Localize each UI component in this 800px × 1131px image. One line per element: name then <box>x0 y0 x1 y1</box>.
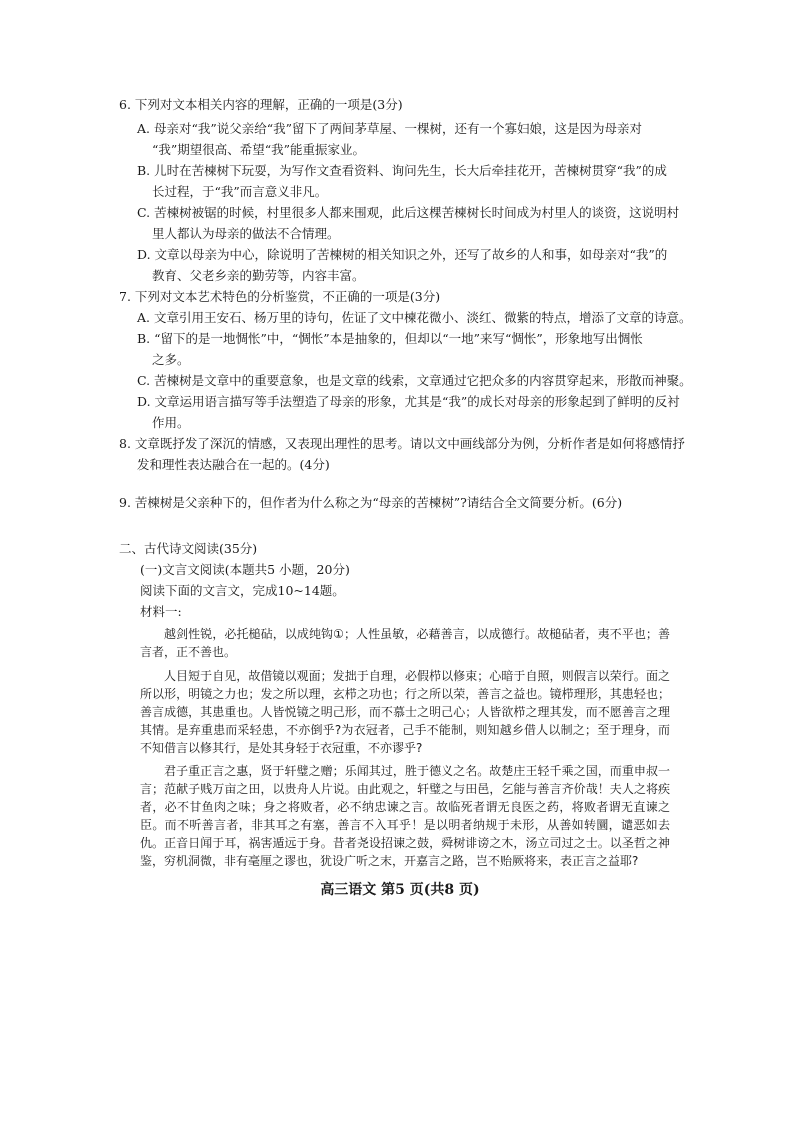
q6-stem: 6. 下列对文本相关内容的理解，正确的一项是(3分) <box>119 97 403 112</box>
material-label: 材料一: <box>140 604 182 619</box>
q7-option-d-line2: 作用。 <box>152 415 190 430</box>
q7-option-a-line1: A. 文章引用王安石、杨万里的诗句，佐证了文中楝花微小、淡红、微紫的特点，增添了文章的诗意。 <box>137 310 692 325</box>
q7-option-b-line2: 之多。 <box>152 352 190 367</box>
q6-option-a-line1: A. 母亲对“我”说父亲给“我”留下了两间茅草屋、一棵树，还有一个寡妇娘，这是因为母亲对 <box>137 121 643 136</box>
passage-paragraph-3: 君子重正言之惠，贤于轩璧之赠；乐闻其过，胜于德义之名。故楚庄王轻千乘之国，而重申叔一言；范献子贱万亩之田，以贵舟人片说。由此观之，轩璧之与田邑，乞能与善言齐价哉！夫人之将疾者，必不甘鱼肉之味；身之将败者，必不纳忠谏之言。故临死者谓无良医之药，将败者谓无直谏之臣。而不听善言者，非其耳之有塞，善言不入耳乎！是以明者纳规于未形，从善如转圜，谴恶如去仇。正音日闻于耳，祸害遁远于身。昔者尧设招谏之鼓，舜树诽谤之木，汤立司过之士。以圣哲之神鉴，穷机洞微，非有毫厘之谬也，犹设广听之末，开嘉言之路，岂不贻厥将来，表正言之益耶? <box>140 764 670 868</box>
passage-paragraph-1: 越剑性锐，必托槌砧，以成纯钩①；人性虽敏，必藉善言，以成德行。故槌砧者，夷不平也；善言者，正不善也。 <box>140 627 670 659</box>
q6-option-c-line1: C. 苦楝树被锯的时候，村里很多人都来围观，此后这棵苦楝树长时间成为村里人的谈资，这说明村 <box>137 205 680 220</box>
q6-option-b-line1: B. 儿时在苦楝树下玩耍，为写作文查看资料、询问先生，长大后牵挂花开，苦楝树贯穿“我”的成 <box>137 163 667 178</box>
q7-stem: 7. 下列对文本艺术特色的分析鉴赏，不正确的一项是(3分) <box>119 289 441 304</box>
q6-option-d-line2: 教育、父老乡亲的勤劳等，内容丰富。 <box>152 268 365 283</box>
q7-option-b-line1: B. “留下的是一地惆怅”中，“惆怅”本是抽象的，但却以“一地”来写“惆怅”，形象地写出惆怅 <box>137 331 643 346</box>
q8-line2: 发和理性表达融合在一起的。(4分) <box>137 457 330 472</box>
section-title: 二、古代诗文阅读(35分) <box>119 541 258 556</box>
q7-option-c-line1: C. 苦楝树是文章中的重要意象，也是文章的线索，文章通过它把众多的内容贯穿起来，形散而神聚。 <box>137 373 692 388</box>
passage-paragraph-2: 人目短于自见，故借镜以观面；发拙于自理，必假栉以修束；心暗于自照，则假言以荣行。面之所以形，明镜之力也；发之所以理，玄栉之功也；行之所以荣，善言之益也。镜栉理形，其患轻也；善言成德，其患重也。人皆悦镜之明己形，而不慕士之明己心；人皆欲栉之理其发，而不愿善言之理其情。是弃重患而采轻患，不亦倒乎?为衣冠者，己手不能制，则知越乡借人以制之；至于理身，而不知借言以修其行，是处其身轻于衣冠重，不亦谬乎? <box>140 669 670 755</box>
q6-option-a-line2: “我”期望很高、希望“我”能重振家业。 <box>152 142 366 157</box>
q9-stem: 9. 苦楝树是父亲种下的，但作者为什么称之为“母亲的苦楝树”?请结合全文简要分析。(6分) <box>119 495 623 510</box>
subsection-title: (一)文言文阅读(本题共5 小题，20分) <box>140 562 350 577</box>
q6-option-d-line1: D. 文章以母亲为中心，除说明了苦楝树的相关知识之外，还写了故乡的人和事，如母亲对“我”的 <box>137 247 668 262</box>
page-footer: 高三语文 第5 页(共8 页) <box>320 882 480 898</box>
q8-line1: 8. 文章既抒发了深沉的情感，又表现出理性的思考。请以文中画线部分为例，分析作者是如何将感情抒 <box>119 436 685 451</box>
q7-option-d-line1: D. 文章运用语言描写等手法塑造了母亲的形象，尤其是“我”的成长对母亲的形象起到了鲜明的反衬 <box>137 394 680 409</box>
q6-option-c-line2: 里人都认为母亲的做法不合情理。 <box>152 226 340 241</box>
q6-option-b-line2: 长过程，于“我”而言意义非凡。 <box>152 184 328 199</box>
reading-instruction: 阅读下面的文言文，完成10~14题。 <box>140 583 345 598</box>
